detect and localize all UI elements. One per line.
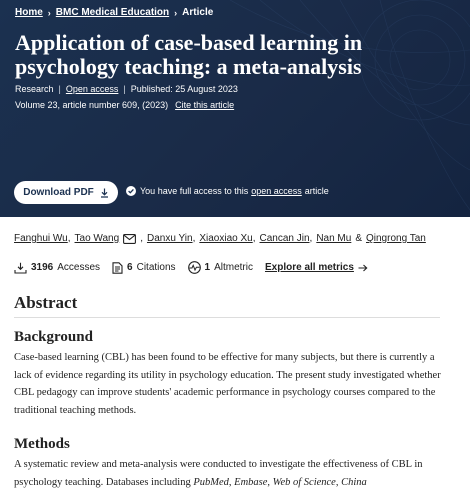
explore-metrics-label: Explore all metrics (264, 262, 354, 273)
article-header (0, 0, 470, 217)
breadcrumb-journal[interactable]: BMC Medical Education (55, 7, 170, 18)
altmetric-icon (188, 261, 201, 274)
section-divider (14, 317, 440, 318)
database-name: China (341, 476, 367, 488)
abstract-heading: Abstract (14, 293, 78, 312)
citations-metric (112, 262, 175, 274)
download-count-icon (14, 262, 27, 274)
author-link[interactable]: Qingrong Tan (366, 233, 426, 244)
article-title: Application of case-based learning in psychology teaching: a meta-analysis (15, 30, 363, 79)
article-volume-line (15, 100, 234, 110)
volume-info: Volume 23, article number 609, (2023) (15, 100, 169, 110)
methods-heading: Methods (14, 436, 70, 452)
article-type: Research (15, 84, 54, 94)
breadcrumb-home[interactable]: Home (15, 7, 43, 18)
database-name: PubMed (193, 476, 229, 488)
author-link[interactable]: Tao Wang (74, 233, 120, 244)
altmetric-count: 1 (204, 262, 211, 273)
altmetric-label: Altmetric (214, 262, 253, 273)
breadcrumb (15, 7, 213, 18)
access-notice (126, 186, 329, 196)
access-suffix: article (304, 186, 329, 196)
background-heading: Background (14, 329, 93, 345)
author-link[interactable]: Danxu Yin (146, 233, 193, 244)
download-pdf-label: Download PDF (23, 187, 94, 198)
metrics-bar (14, 261, 368, 274)
chevron-right-icon: › (47, 7, 51, 18)
altmetric-metric (188, 261, 253, 274)
background-paragraph: Case-based learning (CBL) has been found to be effective for many subjects, but there is currently a lack of evidence regarding its utility in psychology education. The present study investigated whether CBL pedagogy can improve students' academic performance in psychology courses compared to the traditional teaching methods. (14, 352, 441, 416)
access-prefix: You have full access to this (140, 186, 249, 196)
author-link[interactable]: Xiaoxiao Xu (199, 233, 253, 244)
divider: | (123, 84, 126, 94)
citation-icon (112, 262, 123, 274)
accesses-label: Accesses (57, 262, 101, 273)
envelope-icon[interactable] (123, 234, 136, 244)
methods-text: A systematic review and meta-analysis were conducted to investigate the effectiveness of CBL in psychology teaching. Databases including (14, 459, 423, 488)
arrow-right-icon (358, 264, 368, 272)
published-date: Published: 25 August 2023 (130, 84, 238, 94)
download-pdf-button[interactable] (14, 181, 118, 204)
methods-paragraph: A systematic review and meta-analysis were conducted to investigate the effectiveness of CBL in psychology teaching. Databases including PubMed, Embase, Web of Science, China (14, 459, 423, 488)
download-icon (100, 188, 109, 198)
author-link[interactable]: Cancan Jin (259, 233, 310, 244)
accesses-count: 3196 (31, 262, 54, 273)
cite-this-article-link[interactable]: Cite this article (175, 100, 235, 110)
chevron-right-icon: › (174, 7, 178, 18)
open-access-link[interactable]: Open access (65, 84, 119, 94)
database-name: Web of Science (272, 476, 336, 488)
authors-ampersand: & (355, 233, 362, 244)
citations-count: 6 (127, 262, 133, 273)
article-meta (15, 84, 238, 94)
database-name: Embase (234, 476, 268, 488)
breadcrumb-current: Article (182, 7, 214, 18)
author-link[interactable]: Fanghui Wu (14, 233, 68, 244)
explore-metrics-link[interactable] (265, 262, 368, 273)
access-open-access-link[interactable]: open access (251, 186, 302, 196)
check-circle-icon (126, 186, 136, 196)
accesses-metric (14, 262, 100, 274)
divider: | (58, 84, 61, 94)
author-link[interactable]: Nan Mu (316, 233, 352, 244)
author-list: Fanghui Wu , Tao Wang , Danxu Yin , Xiaoxiao Xu , Cancan Jin , Nan Mu & Qingrong Tan (14, 233, 426, 244)
citations-label: Citations (136, 262, 176, 273)
